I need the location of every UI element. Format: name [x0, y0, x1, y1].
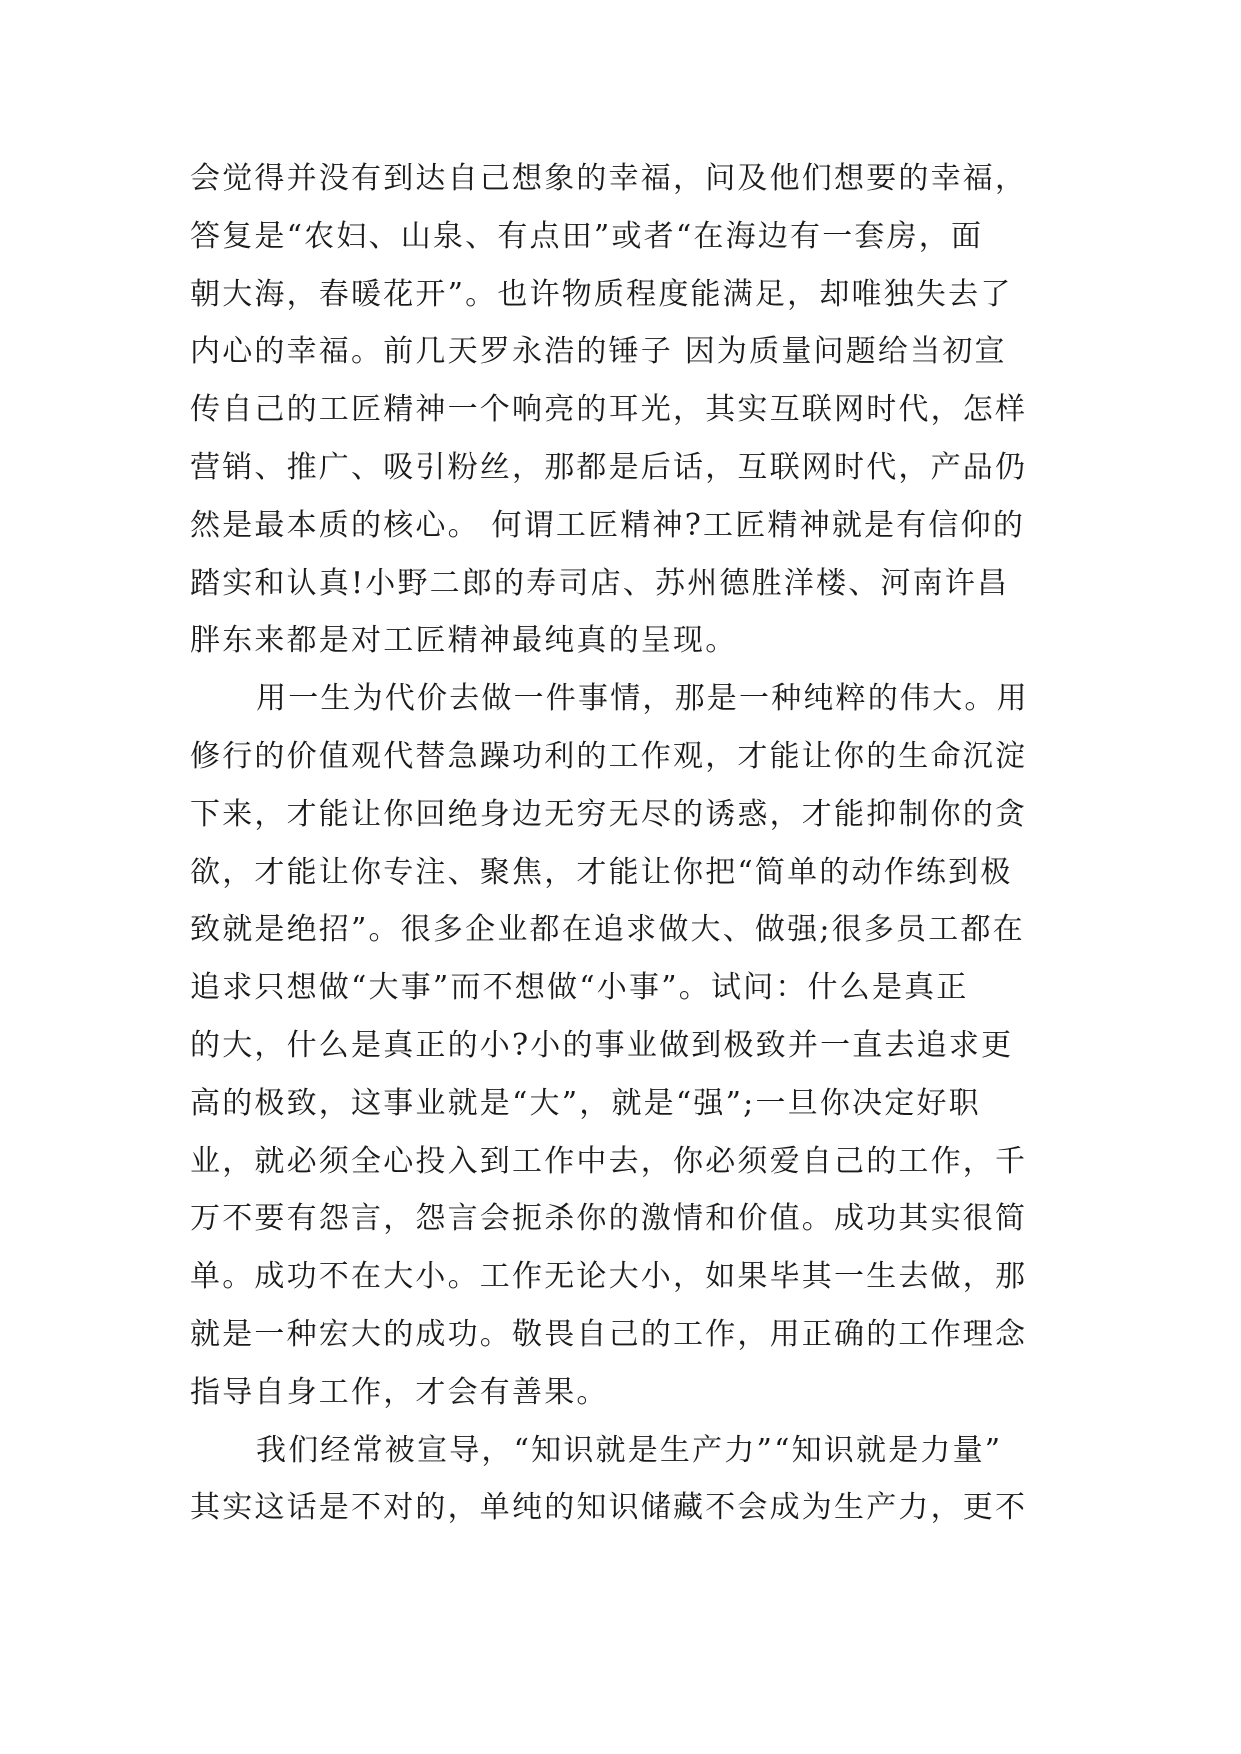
text-line: 单。成功不在大小。工作无论大小，如果毕其一生去做，那: [190, 1259, 1028, 1295]
text-line: 会觉得并没有到达自己想象的幸福，问及他们想要的幸福，: [190, 161, 1028, 196]
text-line: 答复是“农妇、山泉、有点田”或者“在海边有一套房，面: [190, 218, 984, 254]
paragraph-start-line: 用一生为代价去做一件事情，那是一种纯粹的伟大。用: [256, 681, 1029, 717]
text-line: 致就是绝招”。很多企业都在追求做大、做强;很多员工都在: [190, 912, 1025, 948]
text-line: 的大，什么是真正的小?小的事业做到极致并一直去追求更: [190, 1027, 1014, 1063]
text-line: 朝大海，春暖花开”。也许物质程度能满足，却唯独失去了: [190, 276, 1013, 312]
text-line: 踏实和认真!小野二郎的寿司店、苏州德胜洋楼、河南许昌: [190, 565, 1010, 601]
text-line: 传自己的工匠精神一个响亮的耳光，其实互联网时代，怎样: [190, 392, 1028, 428]
text-line: 指导自身工作，才会有善果。: [190, 1374, 609, 1410]
text-line: 万不要有怨言，怨言会扼杀你的激情和价值。成功其实很简: [190, 1201, 1028, 1237]
text-line: 营销、推广、吸引粉丝，那都是后话，互联网时代，产品仍: [190, 449, 1028, 485]
text-line: 欲，才能让你专注、聚焦，才能让你把“简单的动作练到极: [190, 854, 1013, 890]
text-line: 内心的幸福。前几天罗永浩的锤子 因为质量问题给当初宣: [190, 334, 1007, 370]
text-line: 然是最本质的核心。 何谓工匠精神?工匠精神就是有信仰的: [190, 507, 1026, 543]
text-line: 胖东来都是对工匠精神最纯真的呈现。: [190, 623, 738, 659]
text-line: 追求只想做“大事”而不想做“小事”。试问：什么是真正: [190, 970, 969, 1006]
paragraph-start-line: 我们经常被宣导，“知识就是生产力”“知识就是力量”: [256, 1432, 1003, 1468]
text-line: 下来，才能让你回绝身边无穷无尽的诱惑，才能抑制你的贪: [190, 796, 1028, 832]
text-line: 业，就必须全心投入到工作中去，你必须爱自己的工作，千: [190, 1143, 1028, 1179]
text-line: 修行的价值观代替急躁功利的工作观，才能让你的生命沉淀: [190, 738, 1028, 774]
text-line: 其实这话是不对的，单纯的知识储藏不会成为生产力，更不: [190, 1490, 1028, 1526]
body-text: [190, 150, 1050, 1537]
text-line: 高的极致，这事业就是“大”，就是“强”;一旦你决定好职: [190, 1085, 981, 1121]
text-line: 就是一种宏大的成功。敬畏自己的工作，用正确的工作理念: [190, 1316, 1028, 1352]
